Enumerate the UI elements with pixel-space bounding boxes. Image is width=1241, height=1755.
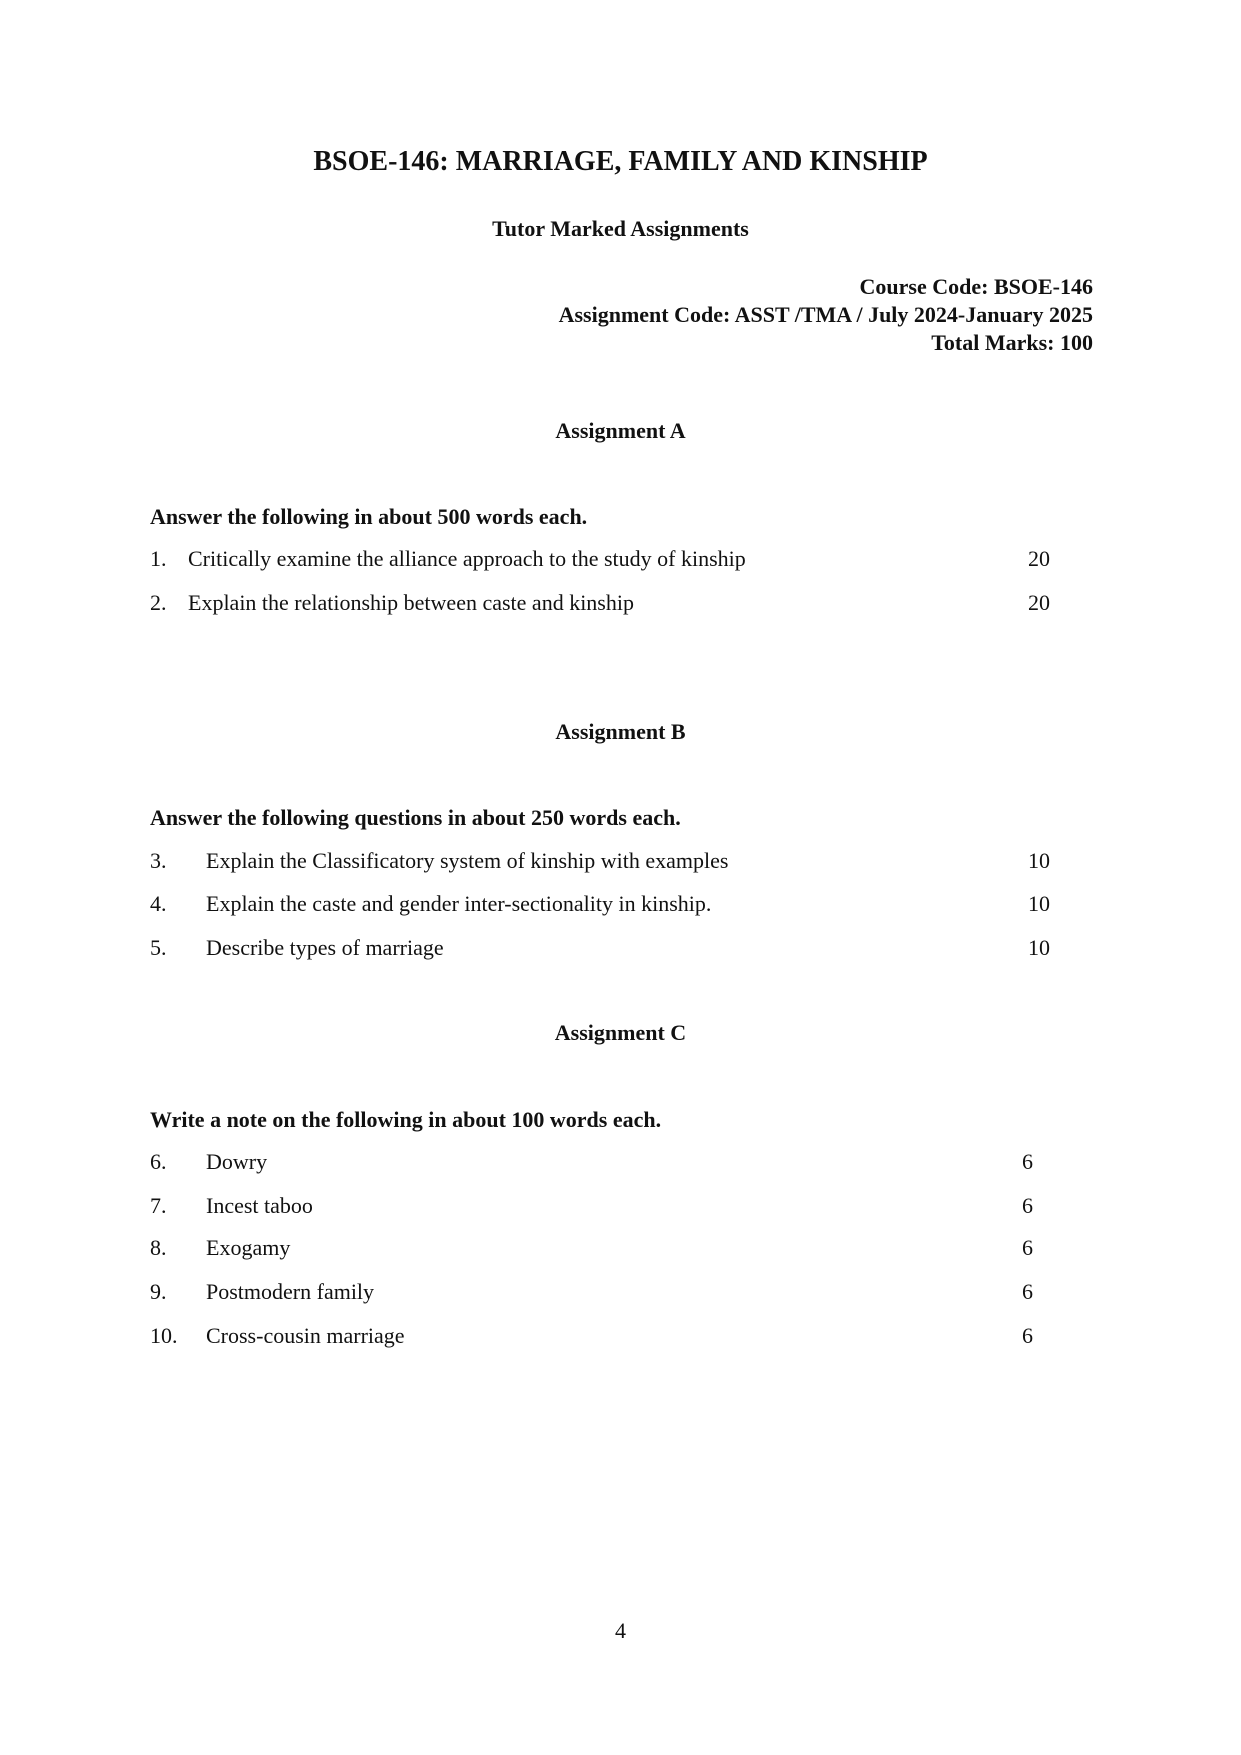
question-marks: 6 — [1022, 1235, 1033, 1260]
section-heading-c: Assignment C — [554, 1020, 687, 1045]
question-marks: 20 — [1028, 546, 1050, 571]
question-row — [150, 590, 1050, 620]
course-code: Course Code: BSOE-146 — [859, 274, 1093, 299]
question-number: 1. — [150, 546, 167, 571]
question-text: Describe types of marriage — [206, 935, 444, 960]
question-text: Incest taboo — [206, 1193, 313, 1218]
question-row — [150, 848, 1050, 878]
page-number: 4 — [615, 1618, 626, 1643]
question-marks: 10 — [1028, 891, 1050, 916]
question-number: 9. — [150, 1279, 167, 1304]
question-text: Explain the caste and gender inter-sectionality in kinship. — [206, 891, 712, 916]
question-marks: 6 — [1022, 1279, 1033, 1304]
question-row — [150, 1193, 1050, 1223]
question-row — [150, 935, 1050, 965]
section-heading-b: Assignment B — [555, 719, 686, 744]
question-text: Cross-cousin marriage — [206, 1323, 405, 1348]
question-marks: 20 — [1028, 590, 1050, 615]
question-text: Exogamy — [206, 1235, 291, 1260]
section-instruction-b: Answer the following questions in about 250 words each. — [150, 805, 681, 830]
question-text: Explain the Classificatory system of kinship with examples — [206, 848, 729, 873]
question-number: 2. — [150, 590, 167, 615]
question-number: 5. — [150, 935, 167, 960]
question-marks: 6 — [1022, 1323, 1033, 1348]
question-number: 3. — [150, 848, 167, 873]
section-heading-a: Assignment A — [555, 418, 686, 443]
question-row — [150, 1149, 1050, 1179]
document-subtitle: Tutor Marked Assignments — [492, 216, 749, 241]
question-text: Critically examine the alliance approach to the study of kinship — [188, 546, 746, 571]
section-instruction-c: Write a note on the following in about 100 words each. — [150, 1107, 662, 1132]
total-marks: Total Marks: 100 — [931, 330, 1093, 355]
question-row — [150, 1323, 1050, 1353]
question-number: 4. — [150, 891, 167, 916]
document-title: BSOE-146: MARRIAGE, FAMILY AND KINSHIP — [313, 146, 928, 177]
question-row — [150, 1235, 1050, 1265]
question-marks: 10 — [1028, 935, 1050, 960]
question-number: 8. — [150, 1235, 167, 1260]
question-row — [150, 1279, 1050, 1309]
question-number: 6. — [150, 1149, 167, 1174]
question-marks: 10 — [1028, 848, 1050, 873]
assignment-meta — [559, 273, 1093, 357]
question-marks: 6 — [1022, 1193, 1033, 1218]
question-row — [150, 546, 1050, 576]
section-instruction-a: Answer the following in about 500 words each. — [150, 504, 588, 529]
question-text: Explain the relationship between caste and kinship — [188, 590, 634, 615]
assignment-code: Assignment Code: ASST /TMA / July 2024-January 2025 — [558, 302, 1093, 327]
question-text: Postmodern family — [206, 1279, 375, 1304]
question-number: 10. — [150, 1323, 178, 1348]
question-row — [150, 891, 1050, 921]
question-marks: 6 — [1022, 1149, 1033, 1174]
question-text: Dowry — [206, 1149, 268, 1174]
question-number: 7. — [150, 1193, 167, 1218]
